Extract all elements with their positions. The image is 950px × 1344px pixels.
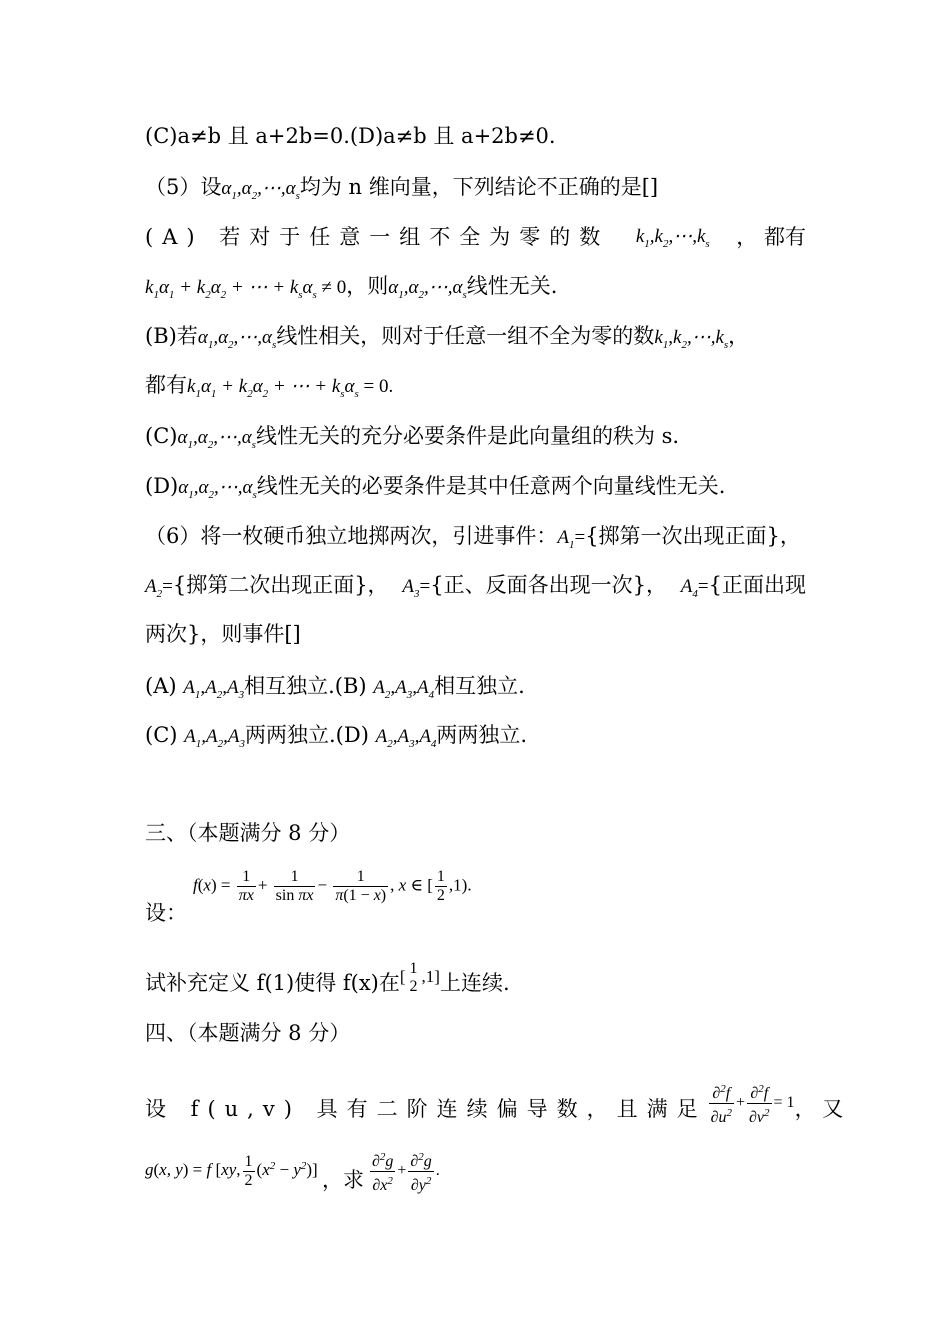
q5-option-a-line1: (A) 若对于任意一组不全为零的数 $k_1,k_2,\cdots,k_s$ ， 都有 xyxy=(145,222,806,259)
interval: [ 1 2 ,1] xyxy=(399,960,440,996)
scalar-list: $k_1,k_2,\cdots,k_s$ xyxy=(635,226,710,250)
q6-options-cd: (C) $A_1,A_2,A_3$两两独立.(D) $A_2,A_3,A_4$两两独立. xyxy=(145,723,528,750)
q5-option-a-line2: $k_1\alpha_1 + k_2\alpha_2$ + ⋯ + $k_s\alpha_s \ne 0$，则$\alpha_1,\alpha_2,\cdots,\alpha_s$线性无关. xyxy=(145,274,558,301)
q5-option-b-line1: (B)若$\alpha_1,\alpha_2,\cdots,\alpha_s$线性相关，则对于任意一组不全为零的数$k_1,k_2,\cdots,k_s$， xyxy=(145,324,750,351)
function-definition: f(x) = $\frac{1}{\pi x}$ + $\frac{1}{\text{sin πx}}$ − $\frac{1}{\pi(1 - x)}$ , x ∈ [ $\frac{1}{2}$ ,1). xyxy=(193,868,472,904)
section-3-task: 试补充定义 f(1)使得 f(x)在[ 1 2 ,1]上连续. xyxy=(145,960,510,996)
section-4-line2: g(x, y) = f [xy, $\frac{1}{2}$ $(x^2 - y^2)$] ，求 $\frac{\partial^2g}{\partial x^2}$ + $\frac{\partial^2g}{\partial y^2}$ . xyxy=(145,1148,806,1198)
line-option-cd-q4: (C)a≠b 且 a+2b=0.(D)a≠b 且 a+2b≠0. xyxy=(145,124,556,148)
section-3-title: 三、（本题满分 8 分） xyxy=(145,821,351,845)
vector-list: $\alpha_1,\alpha_2,\cdots,\alpha_s$ xyxy=(221,178,300,202)
q5-option-c: $(C)\alpha_1,\alpha_2,\cdots,\alpha_s$线性无关的充分必要条件是此向量组的秩为 s. xyxy=(145,424,680,451)
section-4-title: 四、（本题满分 8 分） xyxy=(145,1021,351,1045)
q5-stem: （5）设$\alpha_1,\alpha_2,\cdots,\alpha_s$均为 n 维向量，下列结论不正确的是[] xyxy=(145,175,659,202)
section-3-formula: 设： f(x) = $\frac{1}{\pi x}$ + $\frac{1}{\text{sin πx}}$ − $\frac{1}{\pi(1 - x)}$ , x ∈ [ $\frac{1}{2}$ ,1). xyxy=(145,868,472,925)
q5-option-d: $(D)\alpha_1,\alpha_2,\cdots,\alpha_s$线性无关的必要条件是其中任意两个向量线性无关. xyxy=(145,474,726,501)
section-4-line1: 设 f(u,v) 具有二阶连续偏导数，且满足 $\frac{\partial^2f}{\partial u^2}$ + $\frac{\partial^2f}{\partial v^2}$ = 1 ， 又 xyxy=(145,1080,806,1130)
q6-stem-line2: $A_2=${掷第二次出现正面}， $A_3=${正、反面各出现一次}， $A_4=${正面出现 xyxy=(145,573,806,600)
q6-stem-line3: 两次}，则事件[] xyxy=(145,622,301,646)
g-definition: g(x, y) = f [xy, $\frac{1}{2}$ $(x^2 - y^2)$] xyxy=(145,1152,318,1189)
linear-combination: $k_1\alpha_1 + k_2\alpha_2$ + ⋯ + $k_s\alpha_s \ne 0$ xyxy=(145,277,347,301)
target-expression: $\frac{\partial^2g}{\partial x^2}$ + $\frac{\partial^2g}{\partial y^2}$ . xyxy=(364,1162,440,1179)
q6-options-ab: (A) $A_1,A_2,A_3$相互独立.(B) $A_2,A_3,A_4$相互独立. xyxy=(145,674,525,701)
q5-option-b-line2: 都有$k_1\alpha_1 + k_2\alpha_2$ + ⋯ + $k_s\alpha_s = 0$. xyxy=(145,373,394,400)
q6-stem-line1: （6）将一枚硬币独立地掷两次，引进事件：$A_1=${掷第一次出现正面}， xyxy=(145,524,801,551)
pde-condition: $\frac{\partial^2f}{\partial u^2}$ + $\frac{\partial^2f}{\partial v^2}$ = 1 xyxy=(707,1080,795,1130)
